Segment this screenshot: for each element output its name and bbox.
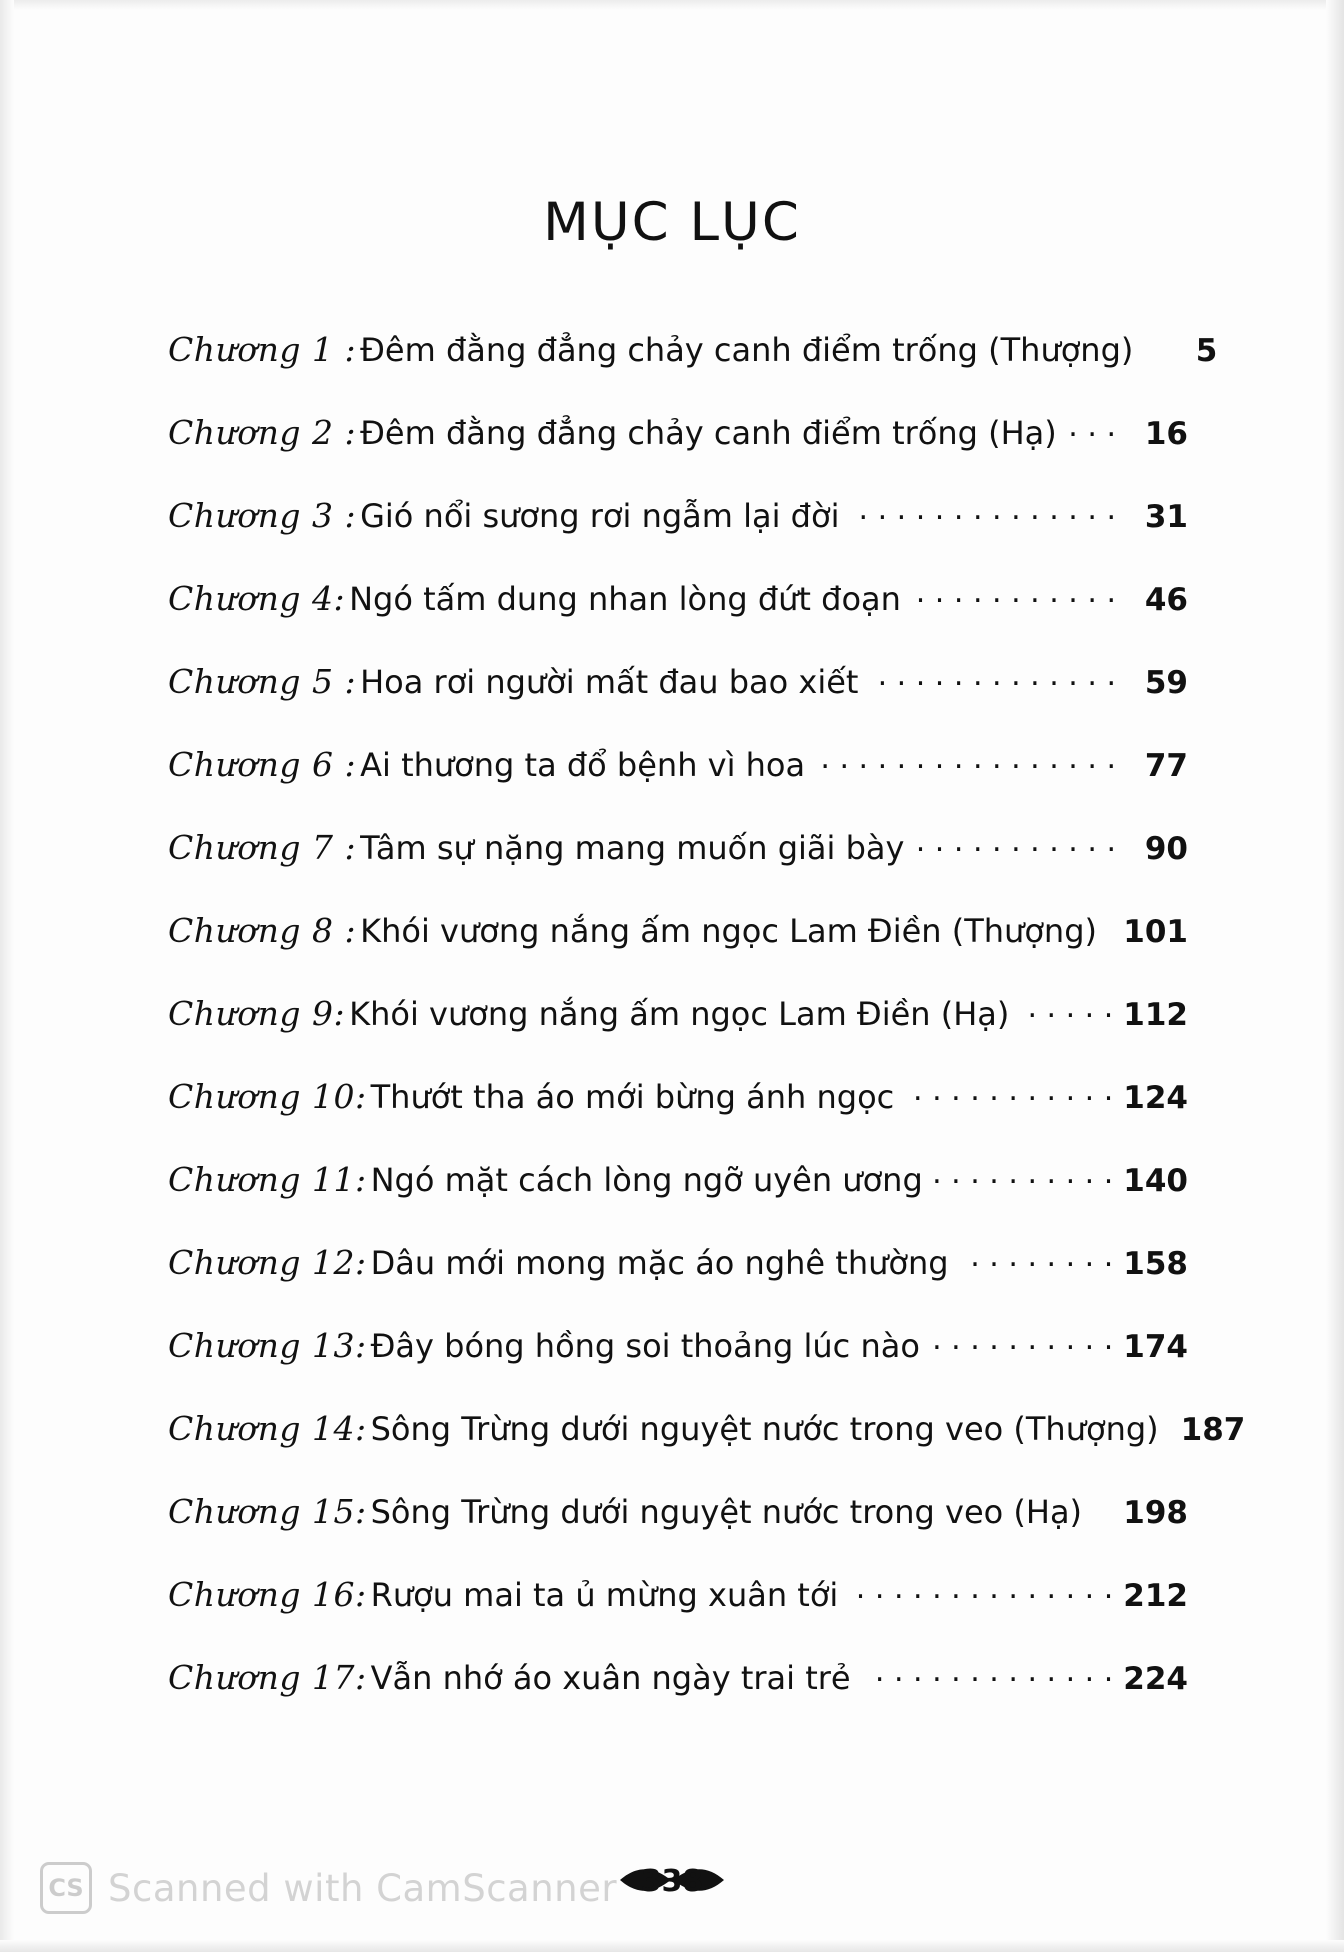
toc-entry-title: Khói vương nắng ấm ngọc Lam Điền (Thượng) [360,912,1097,950]
toc-chapter-label: Chương 15: [168,1492,367,1531]
toc-leader-dots [870,677,1116,693]
toc-chapter-label: Chương 11: [168,1160,367,1199]
toc-entry[interactable] [168,1243,1188,1326]
toc-leader-dots [935,1175,1114,1191]
toc-chapter-label: Chương 17: [168,1658,367,1697]
toc-entry-page-number: 158 [1123,1246,1188,1282]
toc-entry-title: Đêm đằng đẳng chảy canh điểm trống (Hạ) [360,414,1057,452]
toc-entry-page-number: 187 [1180,1412,1246,1448]
toc-leader-dots [932,1341,1113,1357]
toc-entry[interactable] [168,1492,1188,1575]
toc-entry[interactable] [168,330,1218,413]
toc-entry-page-number: 112 [1123,997,1188,1033]
toc-entry-title: Dâu mới mong mặc áo nghê thường [370,1244,949,1282]
toc-chapter-label: Chương 1 : [168,330,357,369]
toc-entry-page-number: 124 [1123,1080,1188,1116]
toc-leader-dots [906,1092,1113,1108]
toc-entry-page-number: 16 [1144,416,1188,452]
toc-entry-page-number: 224 [1123,1661,1188,1697]
toc-leader-dots [850,1590,1113,1606]
camscanner-badge-icon: CS [40,1862,92,1914]
toc-chapter-label: Chương 13: [168,1326,367,1365]
scan-edge-right [1326,0,1344,1952]
toc-chapter-label: Chương 4: [168,579,346,618]
toc-entry[interactable] [168,911,1188,994]
toc-entry[interactable] [168,1077,1188,1160]
toc-entry-title: Đây bóng hồng soi thoảng lúc nào [370,1327,920,1365]
toc-leader-dots [1069,428,1116,444]
camscanner-watermark-text: Scanned with CamScanner [108,1866,618,1910]
toc-leader-dots [817,760,1116,776]
scan-edge-left [0,0,14,1952]
toc-entry-title: Gió nổi sương rơi ngẫm lại đời [360,497,840,535]
camscanner-watermark [40,1862,617,1914]
toc-entry-page-number: 46 [1144,582,1188,618]
toc-entry-page-number: 212 [1123,1578,1188,1614]
toc-leader-dots [1109,926,1113,942]
toc-entry-page-number: 90 [1144,831,1188,867]
page-title: MỤC LỤC [543,192,801,253]
toc-entry-page-number: 77 [1144,748,1188,784]
toc-chapter-label: Chương 12: [168,1243,367,1282]
toc-entry[interactable] [168,828,1188,911]
toc-entry-page-number: 101 [1123,914,1188,950]
toc-entry[interactable] [168,1326,1188,1409]
toc-entry[interactable] [168,662,1188,745]
toc-chapter-label: Chương 3 : [168,496,357,535]
toc-entry-title: Ai thương ta đổ bệnh vì hoa [360,746,806,784]
toc-leader-dots [961,1258,1114,1274]
toc-chapter-label: Chương 9: [168,994,346,1033]
toc-entry-title: Đêm đằng đẳng chảy canh điểm trống (Thượng) [360,331,1134,369]
toc-entry-page-number: 59 [1144,665,1188,701]
page-number-ornament [612,1860,732,1900]
toc-chapter-label: Chương 7 : [168,828,357,867]
toc-leader-dots [1094,1507,1113,1523]
toc-entry-title: Rượu mai ta ủ mừng xuân tới [370,1576,839,1614]
toc-chapter-label: Chương 8 : [168,911,357,950]
toc-entry[interactable] [168,1409,1246,1492]
toc-leader-dots [916,843,1116,859]
toc-leader-dots [851,511,1116,527]
toc-leader-dots [863,1673,1114,1689]
toc-entry[interactable] [168,994,1188,1077]
toc-entry-title: Khói vương nắng ấm ngọc Lam Điền (Hạ) [349,995,1010,1033]
toc-entry-page-number: 140 [1123,1163,1188,1199]
toc-entry-title: Ngó mặt cách lòng ngỡ uyên ương [370,1161,923,1199]
toc-chapter-label: Chương 5 : [168,662,357,701]
toc-entry[interactable] [168,1575,1188,1658]
toc-entry-title: Thướt tha áo mới bừng ánh ngọc [370,1078,895,1116]
toc-entry[interactable] [168,496,1188,579]
toc-entry-title: Hoa rơi người mất đau bao xiết [360,663,859,701]
toc-chapter-label: Chương 16: [168,1575,367,1614]
toc-chapter-label: Chương 6 : [168,745,357,784]
toc-entry-page-number: 174 [1123,1329,1188,1365]
toc-chapter-label: Chương 10: [168,1077,367,1116]
scan-edge-top [0,0,1344,10]
toc-entry[interactable] [168,413,1188,496]
toc-entry[interactable] [168,579,1188,662]
toc-entry-page-number: 31 [1144,499,1188,535]
toc-entry-title: Vẫn nhớ áo xuân ngày trai trẻ [370,1659,851,1697]
toc-entry[interactable] [168,745,1188,828]
toc-leader-dots [913,594,1116,610]
table-of-contents [168,330,1246,1741]
toc-entry-title: Tâm sự nặng mang muốn giãi bày [360,829,905,867]
scan-edge-bottom [0,1940,1344,1952]
toc-entry-title: Ngó tấm dung nhan lòng đứt đoạn [349,580,901,618]
toc-entry-title: Sông Trừng dưới nguyệt nước trong veo (Hạ) [370,1493,1083,1531]
toc-entry[interactable] [168,1160,1188,1243]
toc-chapter-label: Chương 2 : [168,413,357,452]
page-number: 338 [640,1864,704,1899]
toc-entry-title: Sông Trừng dưới nguyệt nước trong veo (Thượng) [370,1410,1159,1448]
toc-leader-dots [1021,1009,1113,1025]
toc-entry-page-number: 5 [1195,333,1218,369]
toc-chapter-label: Chương 14: [168,1409,367,1448]
toc-entry[interactable] [168,1658,1188,1741]
toc-entry-page-number: 198 [1123,1495,1188,1531]
